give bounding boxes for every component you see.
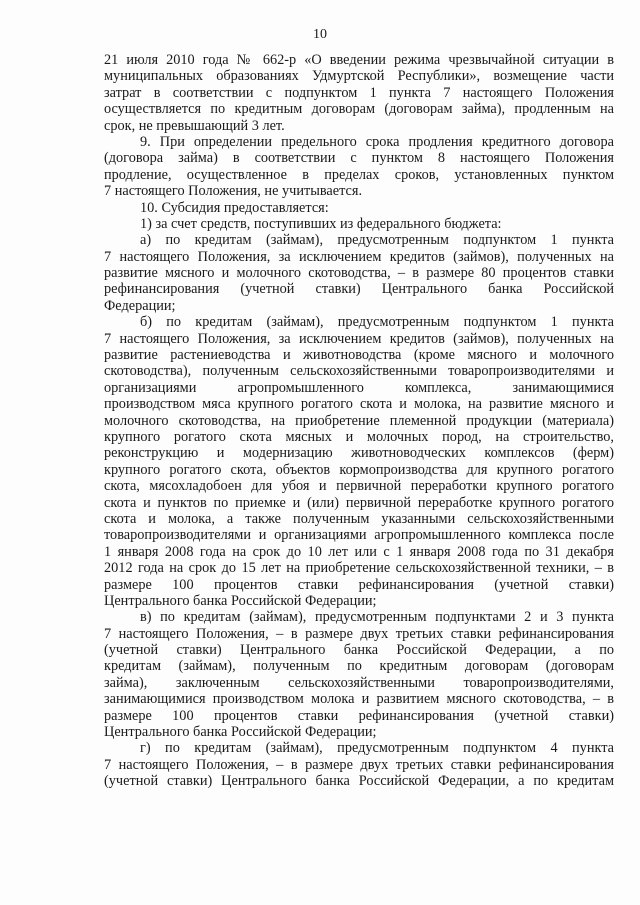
document-body: [104, 52, 614, 790]
text-line: 7 настоящего Положения, за исключением кредитов (займов), полученных на: [104, 330, 614, 347]
text-line: 9. При определении предельного срока продления кредитного договора: [140, 133, 614, 150]
text-line: 21 июля 2010 года № 662-р «О введении режима чрезвычайной ситуации в: [104, 52, 614, 68]
text-line: 1 января 2008 года на срок до 10 лет или с 1 января 2008 года по 31 декабря: [104, 543, 614, 560]
text-line: а) по кредитам (займам), предусмотренным подпунктом 1 пункта: [140, 232, 614, 249]
text-line: осуществляется по кредитным договорам (договорам займа), продленным на: [104, 101, 614, 118]
text-line: товаропроизводителями и организациями агропромышленного комплекса после: [104, 527, 614, 544]
text-line: развитие растениеводства и животноводства (кроме мясного и молочного: [104, 347, 614, 364]
text-line: 7 настоящего Положения, – в размере двух третьих ставки рефинансирования: [104, 756, 614, 773]
text-line: 2012 года на срок до 15 лет на приобретение сельскохозяйственной техники, – в: [104, 560, 614, 577]
text-line: Центрального банка Российской Федерации;: [104, 592, 377, 609]
text-line: молочного скотоводства, на приобретение племенной продукции (материала): [104, 412, 614, 429]
text-line: 10. Субсидия предоставляется:: [140, 199, 329, 216]
text-line: (договора займа) в соответствии с пунктом 8 настоящего Положения: [104, 150, 614, 167]
text-line: скотоводства), полученным сельскохозяйственными товаропроизводителями и: [104, 363, 614, 380]
text-line: кредитам (займам), полученным по кредитным договорам (договорам: [104, 658, 614, 675]
text-line: 1) за счет средств, поступивших из федерального бюджета:: [140, 215, 502, 232]
page-number: 10: [313, 27, 327, 42]
text-line: в) по кредитам (займам), предусмотренным подпунктами 2 и 3 пункта: [140, 609, 614, 626]
text-line: реконструкцию и модернизацию животноводческих комплексов (ферм): [104, 445, 614, 462]
text-line: (учетной ставки) Центрального банка Российской Федерации, а по кредитам: [104, 773, 614, 790]
text-line: скота и молока, а также полученным указанными сельскохозяйственными: [104, 510, 614, 527]
text-line: крупного рогатого скота мясных и молочных пород, на строительство,: [104, 428, 614, 445]
text-line: г) по кредитам (займам), предусмотренным подпунктом 4 пункта: [140, 740, 614, 757]
text-line: 7 настоящего Положения, за исключением кредитов (займов), полученных на: [104, 248, 614, 265]
text-line: займа), заключенным сельскохозяйственными товаропроизводителями,: [104, 674, 614, 691]
text-line: 7 настоящего Положения, не учитывается.: [104, 183, 363, 200]
text-line: организациями агропромышленного комплекса, занимающимися: [104, 379, 614, 396]
text-line: 7 настоящего Положения, – в размере двух третьих ставки рефинансирования: [104, 625, 614, 642]
text-line: Центрального банка Российской Федерации;: [104, 724, 377, 741]
text-line: (учетной ставки) Центрального банка Российской Федерации, а по: [104, 642, 614, 659]
text-line: занимающимися производством молока и развитием мясного скотоводства, – в: [104, 691, 614, 708]
text-line: затрат в соответствии с подпунктом 1 пункта 7 настоящего Положения: [104, 84, 614, 101]
text-line: муниципальных образованиях Удмуртской Республики», возмещение части: [104, 68, 614, 85]
text-line: б) по кредитам (займам), предусмотренным подпунктом 1 пункта: [140, 314, 614, 331]
text-line: рефинансирования (учетной ставки) Центрального банка Российской: [104, 281, 614, 298]
text-line: производством мяса крупного рогатого скота и молока, на развитие мясного и: [104, 396, 614, 413]
text-line: размере 100 процентов ставки рефинансирования (учетной ставки): [104, 576, 614, 593]
text-line: Федерации;: [104, 297, 176, 314]
text-line: срок, не превышающий 3 лет.: [104, 117, 285, 134]
text-line: скота, мясохладобоен для убоя и первичной переработки крупного рогатого: [104, 478, 614, 495]
text-line: крупного рогатого скота, объектов кормопроизводства для крупного рогатого: [104, 461, 614, 478]
text-line: размере 100 процентов ставки рефинансирования (учетной ставки): [104, 707, 614, 724]
text-line: развитие мясного и молочного скотоводства, – в размере 80 процентов ставки: [104, 265, 614, 282]
text-line: продление, осуществленное в пределах сроков, установленных пунктом: [104, 166, 614, 183]
text-line: скота и пунктов по приемке и (или) первичной переработке крупного рогатого: [104, 494, 614, 511]
